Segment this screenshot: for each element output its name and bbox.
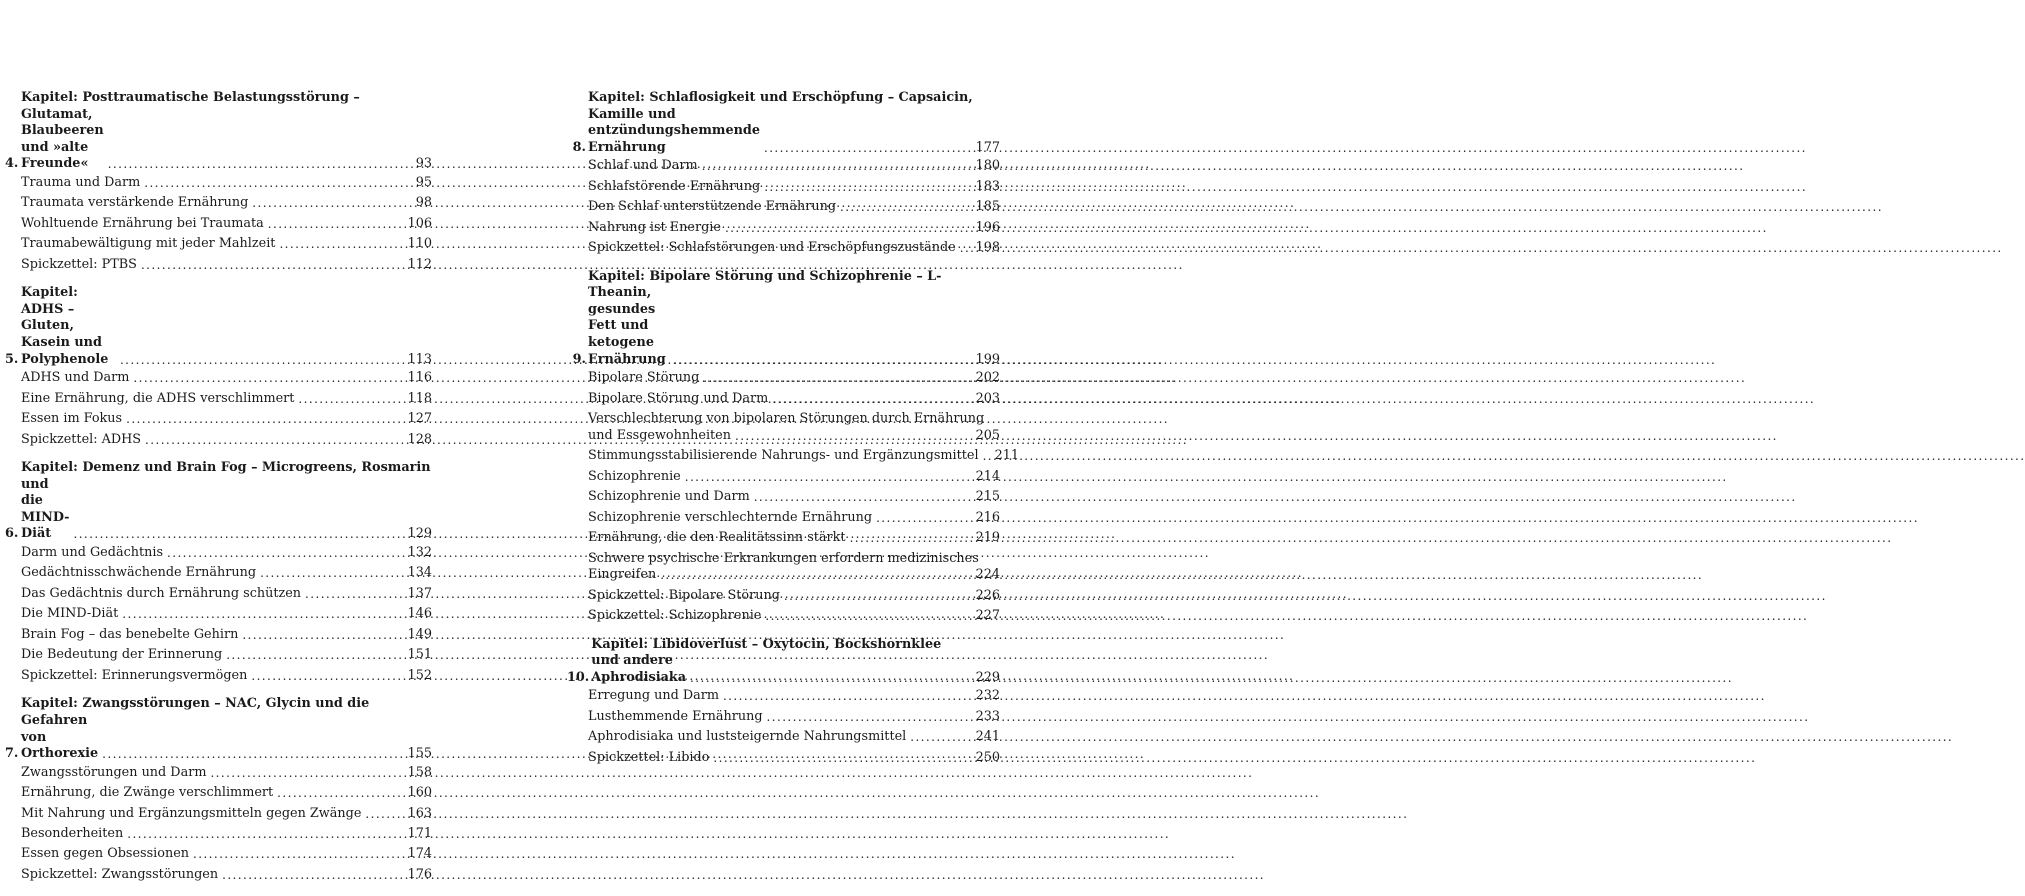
entry-title: Stimmungsstabilisierende Nahrungs- und Ergänzungsmittel [588,448,979,464]
toc-entry[interactable] [5,411,432,428]
dot-leader [365,806,403,823]
entry-title: Darm und Gedächtnis [21,544,164,560]
entry-title: Mit Nahrung und Ergänzungsmitteln gegen Zwänge [21,805,362,821]
toc-entry[interactable] [567,199,1000,216]
entry-page-number: 224 [975,567,1000,583]
toc-entry[interactable] [5,370,432,387]
dot-leader [102,746,403,763]
chapter-title-line1: Kapitel: Demenz und Brain Fog – Microgreens, Rosmarin [21,460,431,476]
entry-title: Spickzettel: Erinnerungsvermögen [21,667,248,683]
entry-page-number: 106 [407,215,432,231]
entry-page-number: 98 [415,195,432,211]
chapter-title-line2-row [21,123,432,173]
toc-entry[interactable] [5,175,432,192]
toc-entry[interactable] [567,179,1000,196]
chapter-section [5,460,432,684]
entry-page-number: 215 [975,489,1000,505]
entry-page-number: 151 [407,647,432,663]
entry-title: Spickzettel: ADHS [21,431,142,447]
dot-leader [876,510,972,527]
chapter-title-line2-row [21,730,432,763]
toc-entry[interactable] [5,565,432,582]
chapter-title-line2-row [588,107,1000,157]
toc-entry[interactable] [567,510,1000,527]
entry-page-number: 205 [975,427,1000,443]
dot-leader [74,526,404,543]
entry-page-number: 183 [975,178,1000,194]
toc-entry[interactable] [5,627,432,644]
dot-leader [960,240,972,257]
toc-entry[interactable] [5,432,432,449]
entry-page-number: 211 [994,448,1020,464]
dot-leader [725,220,972,237]
entry-title: Nahrung ist Energie [588,219,721,235]
chapter-number: 9. [572,351,586,367]
chapter-page-number: 129 [407,526,432,542]
chapter-title-line2: gesundes Fett und ketogene Ernährung [588,301,666,367]
dot-leader [735,428,972,445]
chapter-title [591,637,1000,687]
toc-entry[interactable] [567,448,1020,465]
dot-leader [702,158,972,175]
dot-leader [251,668,403,685]
chapter-section [567,637,1000,767]
entry-page-number: 202 [975,370,1000,386]
entry-title: Spickzettel: Zwangsstörungen [21,866,219,882]
chapter-title-line1: Kapitel: Posttraumatische Belastungsstörung – Glutamat, [21,90,360,122]
dot-leader [133,370,403,387]
chapter-number: 8. [572,139,586,155]
entry-title-line2-row [588,567,1000,584]
entry-page-number: 227 [975,608,1000,624]
toc-entry[interactable] [567,530,1000,547]
dot-leader [660,567,971,584]
toc-left-column [5,90,432,896]
entry-title: Spickzettel: Schlafstörungen und Erschöpfungszustände [588,240,956,256]
entry-page-number: 112 [407,256,432,272]
dot-leader [772,391,971,408]
toc-entry[interactable] [5,606,432,623]
entry-page-number: 185 [975,199,1000,215]
chapter-page-number: 177 [975,139,1000,155]
entry-page-number: 146 [407,606,432,622]
toc-entry[interactable] [567,588,1000,605]
entry-title: Schlafstörende Ernährung [588,178,761,194]
chapter-number: 4. [5,156,19,172]
chapter-heading[interactable] [567,269,1000,369]
dot-leader [122,606,403,623]
entry-page-number: 198 [975,240,1000,256]
entry-title: Bipolare Störung [588,370,700,386]
entry-page-number: 219 [975,530,1000,546]
chapter-heading[interactable] [567,90,1000,156]
entry-page-number: 226 [975,587,1000,603]
entry-page-number: 149 [407,626,432,642]
entry-title: Eingreifen [588,567,657,583]
entry-title: Traumabewältigung mit jeder Mahlzeit [21,236,276,252]
entry-title: Eine Ernährung, die ADHS verschlimmert [21,390,295,406]
dot-leader [910,729,971,746]
toc-entry[interactable] [567,469,1000,486]
entry-title: und Essgewohnheiten [588,427,731,443]
chapter-heading[interactable] [5,285,432,368]
dot-leader [690,670,972,687]
dot-leader [252,195,404,212]
toc-entry[interactable] [567,489,1000,506]
dot-leader [713,750,971,767]
dot-leader [127,826,403,843]
toc-entry[interactable] [5,391,432,408]
dot-leader [723,688,972,705]
entry-title: Trauma und Darm [21,174,141,190]
entry-page-number: 216 [975,509,1000,525]
entry-title-line1: Verschlechterung von bipolaren Störungen durch Ernährung [588,411,985,427]
chapter-number: 7. [5,746,19,762]
entry-page-number: 134 [407,565,432,581]
toc-entry[interactable] [567,750,1000,767]
chapter-title-line2-row [21,477,432,543]
chapter-title [21,285,432,368]
chapter-title-line1: Kapitel: Schlaflosigkeit und Erschöpfung – Capsaicin, [588,90,973,105]
entry-title: Essen im Fokus [21,411,123,427]
chapter-title [588,90,1000,156]
entry-page-number: 110 [407,236,432,252]
toc-entry[interactable] [567,709,1000,726]
chapter-title [21,90,432,173]
dot-leader [126,411,403,428]
chapter-title-line2: Blaubeeren und »alte Freunde« [21,123,104,172]
toc-entry[interactable] [567,220,1000,237]
dot-leader [210,765,403,782]
entry-title-line1: Schwere psychische Erkrankungen erfordern medizinisches [588,550,979,566]
chapter-title-line2: und andere Aphrodisiaka [591,653,687,685]
dot-leader [850,530,972,547]
toc-entry[interactable] [5,785,432,802]
chapter-page-number: 155 [407,746,432,762]
dot-leader [120,352,404,369]
chapter-title-line1: Kapitel: Libidoverlust – Oxytocin, Bockshornklee [591,636,942,652]
entry-title: Erregung und Darm [588,688,719,704]
entry-page-number: 118 [407,390,432,406]
entry-page-number: 158 [407,764,432,780]
entry-page-number: 196 [975,219,1000,235]
chapter-title-line2-row [21,285,432,368]
dot-leader [141,257,404,274]
chapter-section [5,90,432,273]
chapter-title-line2: und die MIND-Diät [21,476,70,542]
dot-leader [983,448,991,465]
entry-title: Das Gedächtnis durch Ernährung schützen [21,585,302,601]
dot-leader [108,156,404,173]
dot-leader [767,709,972,726]
dot-leader [145,432,404,449]
entry-title: Den Schlaf unterstützende Ernährung [588,199,837,215]
entry-title: Schizophrenie und Darm [588,489,750,505]
entry-page-number: 132 [407,544,432,560]
entry-title: Spickzettel: PTBS [21,256,137,272]
chapter-title-line2-row [591,653,1000,686]
dot-leader [754,489,972,506]
entry-page-number: 160 [407,785,432,801]
toc-entry[interactable] [567,158,1000,175]
toc-entry[interactable] [5,195,432,212]
entry-title: Ernährung, die den Realitätssinn stärkt [588,530,846,546]
entry-title: Besonderheiten [21,826,124,841]
dot-leader [144,175,404,192]
entry-title: Spickzettel: Libido [588,749,710,765]
dot-leader [685,469,972,486]
chapter-title-line2-row [588,302,1000,368]
entry-page-number: 128 [407,431,432,447]
entry-page-number: 152 [407,667,432,683]
dot-leader [260,565,404,582]
entry-title: Schlaf und Darm [588,158,698,174]
dot-leader [279,236,403,253]
chapter-title-line2: von Orthorexie [21,729,99,762]
entry-title: Die MIND-Diät [21,606,119,622]
entry-title: Schizophrenie [588,468,681,484]
entry-page-number: 176 [407,866,432,882]
entry-page-number: 174 [407,846,432,862]
toc-entry[interactable] [567,688,1000,705]
dot-leader [222,867,403,884]
dot-leader [765,608,971,625]
chapter-page-number: 113 [407,351,432,367]
chapter-number: 10. [567,669,590,685]
chapter-number: 5. [5,351,19,367]
entry-page-number: 171 [407,826,432,841]
entry-title: Bipolare Störung und Darm [588,390,769,406]
entry-page-number: 137 [407,585,432,601]
toc-entry[interactable] [5,236,432,253]
dot-leader [298,391,403,408]
entry-title: Spickzettel: Bipolare Störung [588,587,780,603]
dot-leader [268,216,404,233]
toc-entry[interactable] [5,765,432,782]
chapter-page-number: 229 [975,669,1000,685]
toc-entry[interactable] [5,257,432,274]
toc-entry[interactable] [5,647,432,664]
dot-leader [277,785,403,802]
entry-title: Zwangsstörungen und Darm [21,764,207,780]
chapter-section [5,696,432,883]
dot-leader [764,179,971,196]
dot-leader [193,846,404,863]
entry-title: Aphrodisiaka und luststeigernde Nahrungsmittel [588,729,907,745]
toc-entry[interactable] [5,806,432,823]
entry-page-number: 116 [407,370,432,386]
toc-entry[interactable] [5,668,432,685]
toc-entry[interactable] [5,545,432,562]
dot-leader [242,627,403,644]
entry-title: Schizophrenie verschlechternde Ernährung [588,509,873,525]
chapter-title [21,696,432,762]
toc-entry[interactable] [5,216,432,233]
entry-title: Brain Fog – das benebelte Gehirn [21,626,239,642]
chapter-heading[interactable] [567,637,1000,687]
toc-entry[interactable] [567,391,1000,408]
toc-entry[interactable] [5,867,432,884]
chapter-heading[interactable] [5,696,432,762]
chapter-number: 6. [5,526,19,542]
chapter-title [21,460,432,543]
entry-page-number: 232 [975,688,1000,704]
entry-page-number: 95 [415,174,432,190]
entry-title: Lusthemmende Ernährung [588,708,763,724]
chapter-title [588,269,1000,369]
entry-title-line2-row [588,428,1000,445]
entry-page-number: 250 [975,749,1000,765]
entry-page-number: 214 [975,468,1000,484]
chapter-title-line2: Kamille und entzündungshemmende Ernährung [588,106,761,155]
toc-right-column [567,90,1020,778]
entry-page-number: 241 [975,729,1000,745]
dot-leader [784,588,972,605]
entry-page-number: 233 [975,708,1000,724]
entry-title: Wohltuende Ernährung bei Traumata [21,215,264,231]
entry-page-number: 127 [407,411,432,427]
dot-leader [226,647,403,664]
chapter-heading[interactable] [5,460,432,543]
entry-page-number: 203 [975,390,1000,406]
toc-entry[interactable] [567,729,1000,746]
chapter-title-line1: Kapitel: Bipolare Störung und Schizophrenie – L-Theanin, [588,268,942,301]
entry-title: Ernährung, die Zwänge verschlimmert [21,785,274,801]
chapter-heading[interactable] [5,90,432,173]
entry-title: Die Bedeutung der Erinnerung [21,647,223,663]
toc-entry[interactable] [5,586,432,603]
entry-title: ADHS und Darm [21,370,130,386]
dot-leader [305,586,404,603]
toc-entry[interactable] [5,826,432,843]
entry-title: Traumata verstärkende Ernährung [21,195,249,211]
entry-title: Gedächtnisschwächende Ernährung [21,565,257,581]
chapter-section [567,90,1000,257]
dot-leader [167,545,404,562]
entry-page-number: 163 [407,805,432,821]
entry-title: Spickzettel: Schizophrenie [588,608,762,624]
dot-leader [840,199,972,216]
toc-entry[interactable] [567,551,1000,584]
chapter-section [5,285,432,448]
entry-title: Essen gegen Obsessionen [21,846,190,862]
toc-entry[interactable] [567,240,1000,257]
chapter-page-number: 93 [415,156,432,172]
chapter-title-line1: Kapitel: Zwangsstörungen – NAC, Glycin und die Gefahren [21,696,370,728]
entry-page-number: 180 [975,158,1000,174]
toc-entry[interactable] [5,846,432,863]
toc-entry[interactable] [567,411,1000,444]
toc-entry[interactable] [567,370,1000,387]
dot-leader [703,370,971,387]
toc-entry[interactable] [567,608,1000,625]
chapter-page-number: 199 [975,351,1000,367]
chapter-title-line2: Kapitel: ADHS – Gluten, Kasein und Polyphenole [21,285,109,367]
dot-leader [764,140,972,157]
dot-leader [673,352,971,369]
chapter-section [567,268,1020,625]
